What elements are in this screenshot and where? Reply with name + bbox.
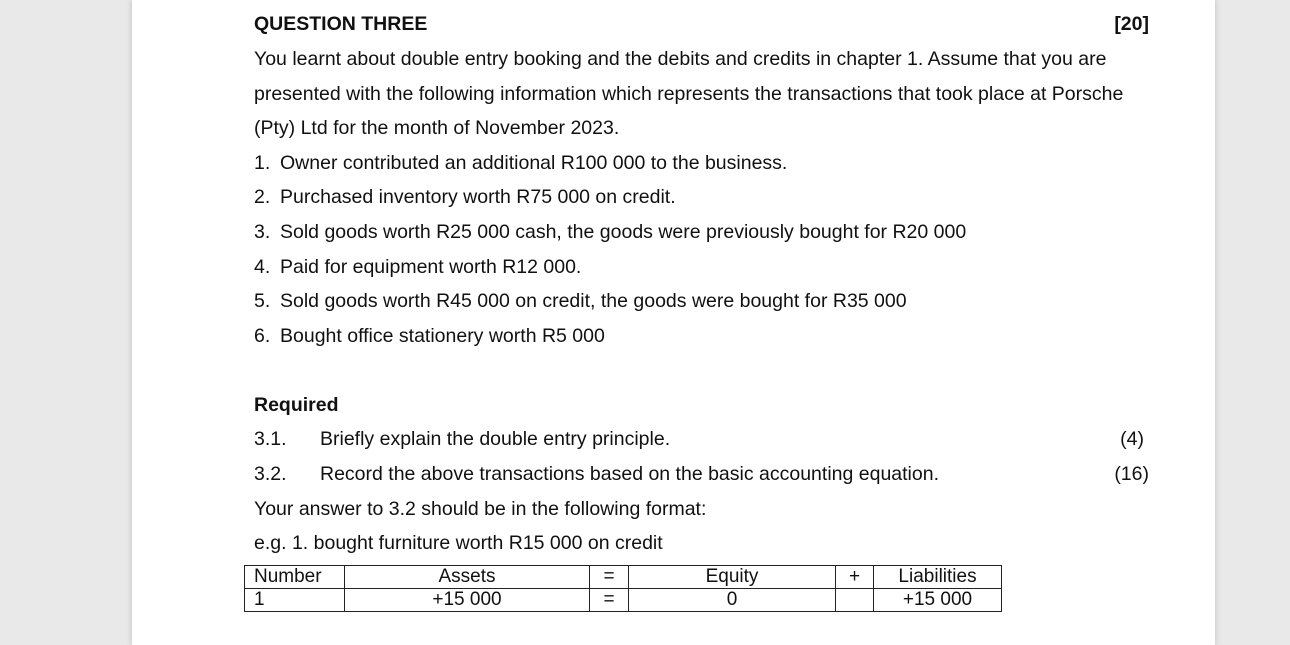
required-marks: (4)	[1120, 428, 1144, 450]
transaction-item	[254, 325, 605, 348]
cell-equals: =	[590, 589, 629, 612]
intro-line-2: presented with the following information which represents the transactions that took place at Porsche	[254, 83, 1124, 105]
transaction-number: 4.	[254, 256, 271, 278]
transaction-item	[254, 186, 676, 209]
header-equity: Equity	[629, 566, 836, 589]
required-number: 3.2.	[254, 463, 287, 485]
cell-assets: +15 000	[345, 589, 590, 612]
header-number: Number	[245, 566, 345, 589]
transaction-text: Sold goods worth R25 000 cash, the goods were previously bought for R20 000	[280, 221, 967, 243]
header-plus: +	[836, 566, 874, 589]
example-text: e.g. 1. bought furniture worth R15 000 on credit	[254, 532, 663, 554]
transaction-item	[254, 152, 787, 175]
transaction-number: 6.	[254, 325, 271, 347]
intro-line-3: (Pty) Ltd for the month of November 2023.	[254, 117, 620, 139]
cell-number: 1	[245, 589, 345, 612]
header-assets: Assets	[345, 566, 590, 589]
transaction-number: 1.	[254, 152, 271, 174]
transaction-number: 2.	[254, 186, 271, 208]
transaction-text: Purchased inventory worth R75 000 on credit.	[280, 186, 676, 208]
transaction-text: Sold goods worth R45 000 on credit, the goods were bought for R35 000	[280, 290, 907, 312]
transaction-number: 5.	[254, 290, 271, 312]
transaction-number: 3.	[254, 221, 271, 243]
format-table	[244, 565, 1002, 612]
cell-equity: 0	[629, 589, 836, 612]
transaction-text: Paid for equipment worth R12 000.	[280, 256, 582, 278]
table-row	[245, 589, 1002, 612]
required-text: Briefly explain the double entry principle.	[320, 428, 671, 450]
table-header-row	[245, 566, 1002, 589]
required-text: Record the above transactions based on the basic accounting equation.	[320, 463, 940, 485]
cell-plus	[836, 589, 874, 612]
document-page	[132, 0, 1215, 645]
transaction-item	[254, 290, 907, 313]
transaction-item	[254, 256, 581, 279]
question-title: QUESTION THREE	[254, 13, 428, 35]
required-number: 3.1.	[254, 428, 287, 450]
cell-liabilities: +15 000	[874, 589, 1002, 612]
header-equals: =	[590, 566, 629, 589]
question-marks: [20]	[1114, 13, 1149, 35]
header-liabilities: Liabilities	[874, 566, 1002, 589]
format-note: Your answer to 3.2 should be in the following format:	[254, 498, 707, 520]
required-item	[254, 428, 670, 451]
required-marks: (16)	[1114, 463, 1149, 485]
transaction-text: Owner contributed an additional R100 000 to the business.	[280, 152, 788, 174]
transaction-text: Bought office stationery worth R5 000	[280, 325, 605, 347]
intro-line-1: You learnt about double entry booking and the debits and credits in chapter 1. Assume that you are	[254, 48, 1107, 70]
required-item	[254, 463, 939, 486]
transaction-item	[254, 221, 966, 244]
required-heading: Required	[254, 394, 339, 416]
